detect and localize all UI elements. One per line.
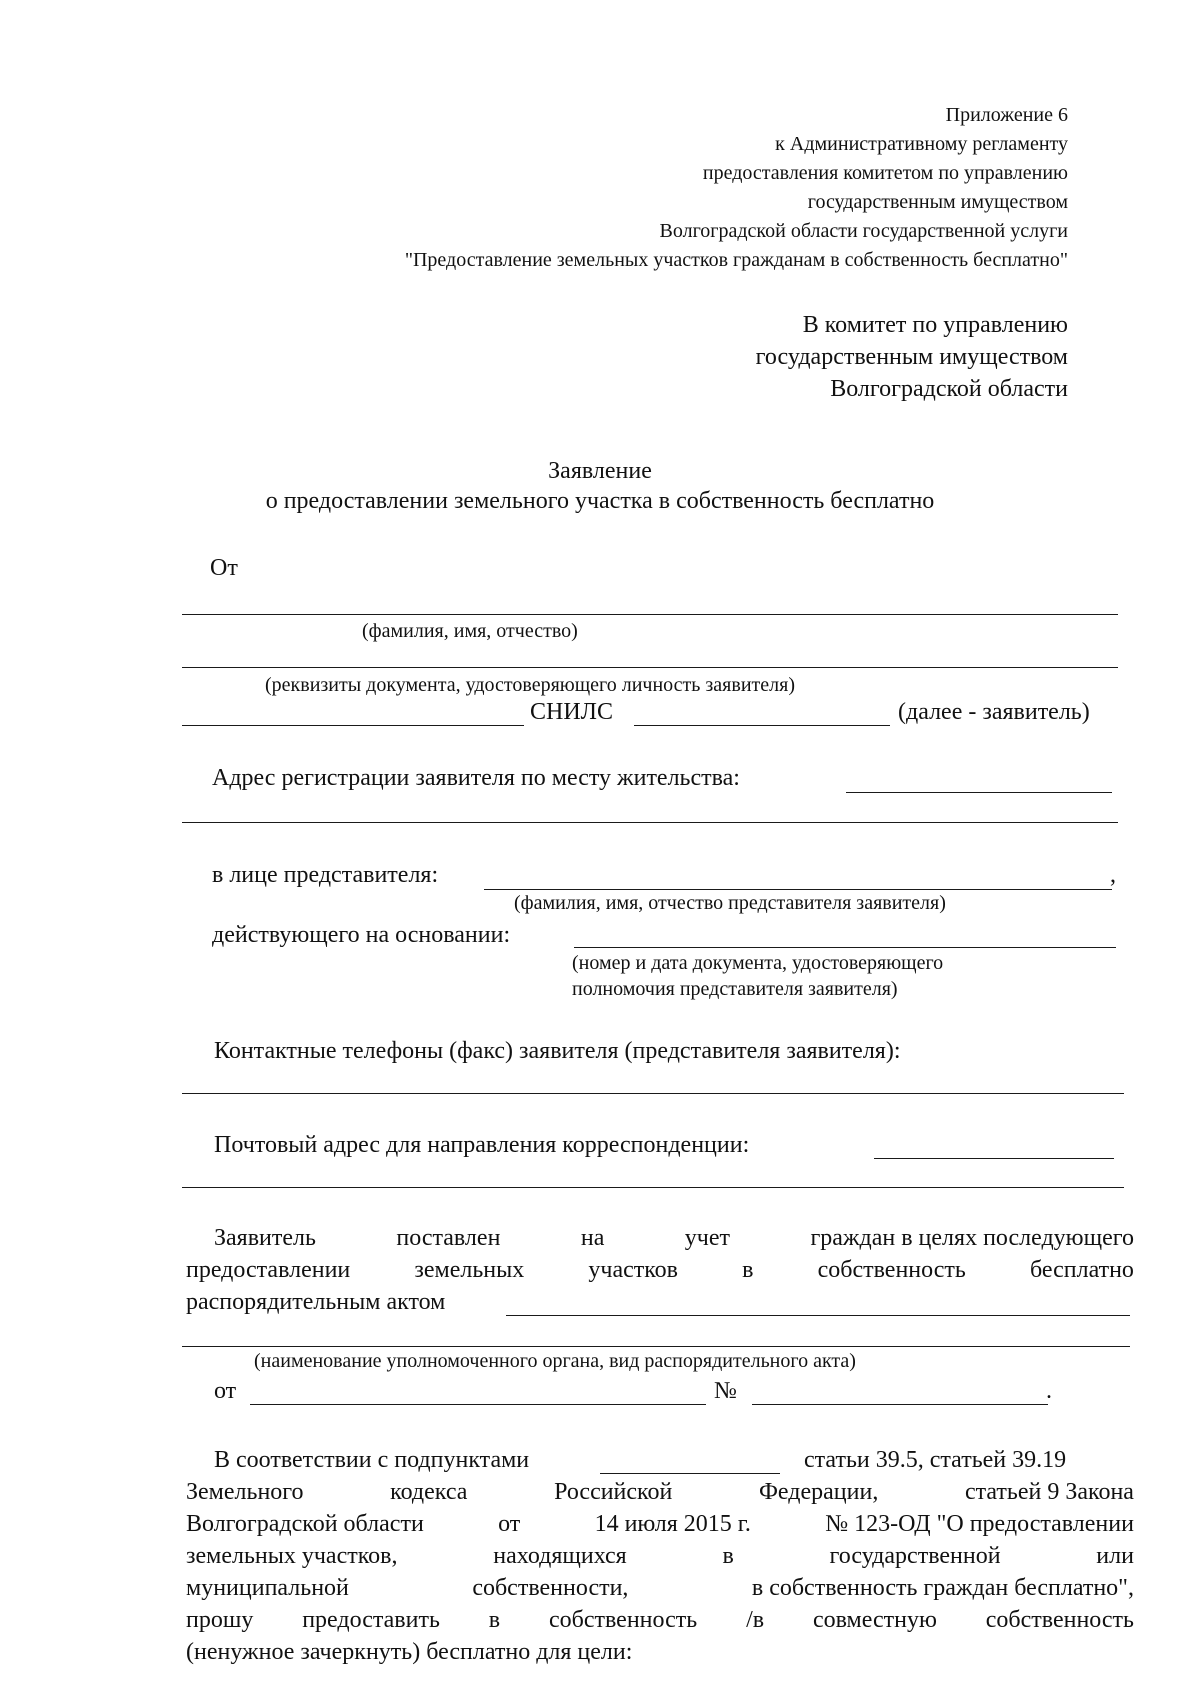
registration-word: предоставлении [186, 1257, 351, 1283]
representative-fio-hint: (фамилия, имя, отчество представителя заявителя) [514, 892, 946, 914]
basis-hint-line2: полномочия представителя заявителя) [572, 978, 898, 1000]
request-word: № 123-ОД "О предоставлении [825, 1511, 1134, 1537]
request-word: муниципальной [186, 1575, 349, 1601]
request-word: прошу [186, 1607, 254, 1633]
act-date-label: от [214, 1378, 237, 1404]
request-word: в [488, 1607, 501, 1633]
basis-label: действующего на основании: [212, 922, 511, 948]
act-date-field[interactable] [250, 1404, 706, 1405]
fio-field[interactable] [182, 614, 1118, 615]
request-word: Земельного [186, 1479, 304, 1505]
request-word: собственность [985, 1607, 1134, 1633]
basis-field[interactable] [574, 947, 1116, 948]
request-line-7: (ненужное зачеркнуть) бесплатно для цели: [186, 1639, 633, 1665]
request-word: Российской [554, 1479, 673, 1505]
registration-word: Заявитель [214, 1225, 316, 1251]
identity-document-field-continued[interactable] [182, 725, 524, 726]
appendix-line: Волгоградской области государственной услуги [659, 220, 1068, 242]
request-line-4 [186, 1543, 1134, 1570]
phones-field[interactable] [182, 1093, 1124, 1094]
registration-word: граждан в целях последующего [810, 1225, 1134, 1251]
act-period: . [1046, 1378, 1052, 1404]
appendix-line: к Административному регламенту [775, 133, 1068, 155]
registration-act-field[interactable] [506, 1315, 1130, 1316]
request-line1-start: В соответствии с подпунктами [214, 1447, 530, 1473]
registration-word: в [742, 1257, 754, 1283]
identity-document-hint: (реквизиты документа, удостоверяющего личность заявителя) [265, 674, 795, 696]
address-field[interactable] [846, 792, 1112, 793]
registration-line-2 [186, 1257, 1134, 1284]
request-word: совместную [812, 1607, 937, 1633]
registration-word: собственность [817, 1257, 966, 1283]
request-word: Федерации, [758, 1479, 879, 1505]
request-word: находящихся [493, 1543, 627, 1569]
request-word: от [498, 1511, 521, 1537]
authority-field[interactable] [182, 1346, 1130, 1347]
registration-word: учет [684, 1225, 730, 1251]
request-word: кодекса [390, 1479, 468, 1505]
phones-label: Контактные телефоны (факс) заявителя (представителя заявителя): [214, 1038, 901, 1064]
registration-word: бесплатно [1029, 1257, 1134, 1283]
request-word: Волгоградской области [186, 1511, 424, 1537]
postal-label: Почтовый адрес для направления корреспонденции: [214, 1132, 750, 1158]
request-word: в собственность граждан бесплатно", [751, 1575, 1134, 1601]
request-word: /в [746, 1607, 765, 1633]
appendix-line: "Предоставление земельных участков гражданам в собственность бесплатно" [404, 249, 1068, 271]
from-label: От [210, 555, 238, 581]
request-word: собственности, [472, 1575, 629, 1601]
act-number-label: № [714, 1378, 737, 1404]
registration-act-label: распорядительным актом [186, 1289, 446, 1315]
registration-word: участков [588, 1257, 679, 1283]
appendix-line: государственным имуществом [807, 191, 1068, 213]
request-line-2 [186, 1479, 1134, 1506]
representative-label: в лице представителя: [212, 862, 439, 888]
request-word: собственность [548, 1607, 698, 1633]
request-word: земельных участков, [186, 1543, 398, 1569]
basis-hint-line1: (номер и дата документа, удостоверяющего [572, 952, 944, 974]
addressee-line: Волгоградской области [830, 376, 1068, 402]
request-line-5 [186, 1575, 1134, 1602]
postal-field-continued[interactable] [182, 1187, 1124, 1188]
authority-hint: (наименование уполномоченного органа, вид распорядительного акта) [254, 1350, 856, 1372]
registration-word: земельных [414, 1257, 525, 1283]
document-subtitle: о предоставлении земельного участка в собственность бесплатно [265, 488, 935, 514]
postal-field[interactable] [874, 1158, 1114, 1159]
addressee-line: В комитет по управлению [802, 312, 1068, 338]
appendix-line: Приложение 6 [945, 104, 1068, 126]
identity-document-field[interactable] [182, 667, 1118, 668]
snils-field[interactable] [634, 725, 890, 726]
addressee-line: государственным имуществом [755, 344, 1068, 370]
request-line1-end: статьи 39.5, статьей 39.19 [804, 1447, 1067, 1473]
representative-comma: , [1110, 862, 1116, 888]
address-field-continued[interactable] [182, 822, 1118, 823]
act-number-field[interactable] [752, 1404, 1048, 1405]
request-line-3 [186, 1511, 1134, 1538]
request-word: 14 июля 2015 г. [594, 1511, 751, 1537]
request-word: в [722, 1543, 734, 1569]
subitems-field[interactable] [600, 1473, 780, 1474]
fio-hint: (фамилия, имя, отчество) [362, 620, 578, 642]
request-word: предоставить [302, 1607, 440, 1633]
address-label: Адрес регистрации заявителя по месту жительства: [212, 765, 740, 791]
request-word: или [1096, 1543, 1134, 1569]
appendix-line: предоставления комитетом по управлению [702, 162, 1068, 184]
request-word: государственной [829, 1543, 1001, 1569]
representative-fio-field[interactable] [484, 889, 1112, 890]
registration-word: поставлен [396, 1225, 501, 1251]
request-word: статьей 9 Закона [964, 1479, 1134, 1505]
registration-line-1 [214, 1225, 1134, 1252]
document-title: Заявление [548, 458, 652, 484]
request-line-6 [186, 1607, 1134, 1634]
registration-word: на [580, 1225, 605, 1251]
snils-suffix: (далее - заявитель) [898, 699, 1090, 725]
snils-label: СНИЛС [530, 699, 613, 725]
